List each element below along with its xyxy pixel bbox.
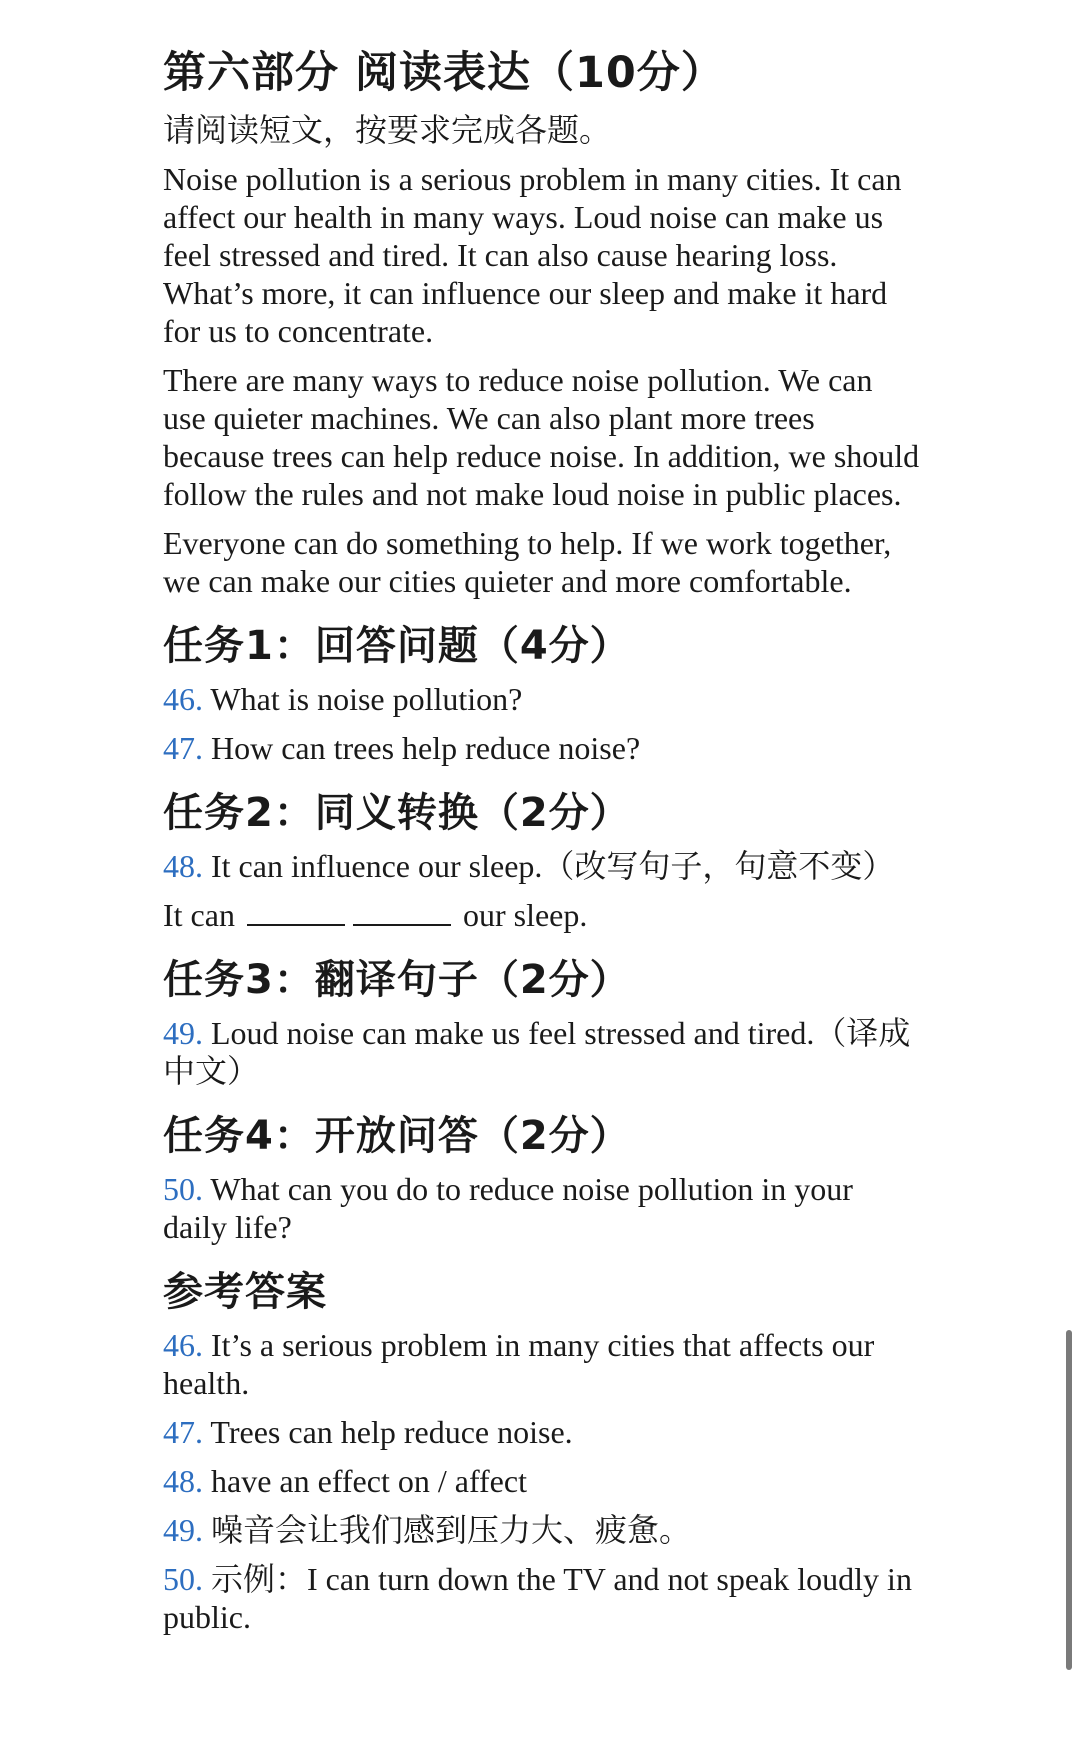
blank-2 bbox=[353, 898, 451, 926]
question-49 bbox=[163, 1014, 923, 1090]
answer-48-text: have an effect on / affect bbox=[211, 1463, 527, 1499]
answer-50-number: 50. bbox=[163, 1561, 203, 1597]
passage-paragraph-1: Noise pollution is a serious problem in many cities. It can affect our health in many ways. Loud noise can make us feel stressed and tired. It can also cause hearing loss. What’s more, it can influence our sleep and make it hard for us to concentrate. bbox=[163, 161, 902, 349]
section-title: 第六部分 阅读表达（10分） bbox=[163, 48, 725, 98]
question-47-text: How can trees help reduce noise? bbox=[211, 730, 641, 766]
answer-46-text: It’s a serious problem in many cities that affects our health. bbox=[163, 1327, 875, 1401]
question-49-number: 49. bbox=[163, 1015, 203, 1051]
question-46-text: What is noise pollution? bbox=[210, 681, 523, 717]
question-47-number: 47. bbox=[163, 730, 203, 766]
answer-50 bbox=[163, 1560, 923, 1636]
passage-paragraph-3: Everyone can do something to help. If we work together, we can make our cities quieter and more comfortable. bbox=[163, 525, 892, 599]
answer-50-text: 示例：I can turn down the TV and not speak loudly in public. bbox=[163, 1561, 912, 1635]
fill-prefix: It can bbox=[163, 897, 235, 933]
question-50 bbox=[163, 1170, 923, 1246]
fill-suffix: our sleep. bbox=[462, 897, 588, 933]
passage-paragraph-2: There are many ways to reduce noise pollution. We can use quieter machines. We can also plant more trees because trees can help reduce noise. In addition, we should follow the rules and not make loud noise in public places. bbox=[163, 362, 920, 512]
task4-heading: 任务4：开放问答（2分） bbox=[163, 1113, 631, 1159]
answer-49 bbox=[163, 1511, 923, 1549]
question-49-text: Loud noise can make us feel stressed and tired.（译成中文） bbox=[163, 1015, 911, 1089]
task2-heading: 任务2：同义转换（2分） bbox=[163, 790, 631, 836]
answer-49-number: 49. bbox=[163, 1512, 203, 1548]
question-46-number: 46. bbox=[163, 681, 203, 717]
answers-heading: 参考答案 bbox=[163, 1269, 327, 1315]
answer-46-number: 46. bbox=[163, 1327, 203, 1363]
answer-47-number: 47. bbox=[163, 1414, 203, 1450]
task3-heading: 任务3：翻译句子（2分） bbox=[163, 957, 631, 1003]
answer-48-number: 48. bbox=[163, 1463, 203, 1499]
task1-heading: 任务1：回答问题（4分） bbox=[163, 623, 631, 669]
answer-46 bbox=[163, 1326, 923, 1402]
question-47 bbox=[163, 729, 923, 767]
vertical-scrollbar[interactable] bbox=[1066, 1330, 1072, 1670]
question-46 bbox=[163, 680, 923, 718]
document-page bbox=[163, 40, 923, 1647]
answer-47-text: Trees can help reduce noise. bbox=[210, 1414, 573, 1450]
instruction-text: 请阅读短文，按要求完成各题。 bbox=[163, 111, 612, 149]
answer-48 bbox=[163, 1462, 923, 1500]
fill-in-blank-sentence bbox=[163, 896, 923, 934]
blank-1 bbox=[247, 898, 345, 926]
question-50-text: What can you do to reduce noise pollution in your daily life? bbox=[163, 1171, 853, 1245]
answer-49-text: 噪音会让我们感到压力大、疲惫。 bbox=[211, 1512, 692, 1548]
answer-47 bbox=[163, 1413, 923, 1451]
question-50-number: 50. bbox=[163, 1171, 203, 1207]
question-48-number: 48. bbox=[163, 848, 203, 884]
question-48 bbox=[163, 847, 923, 885]
question-48-text: It can influence our sleep.（改写句子，句意不变） bbox=[211, 848, 895, 884]
